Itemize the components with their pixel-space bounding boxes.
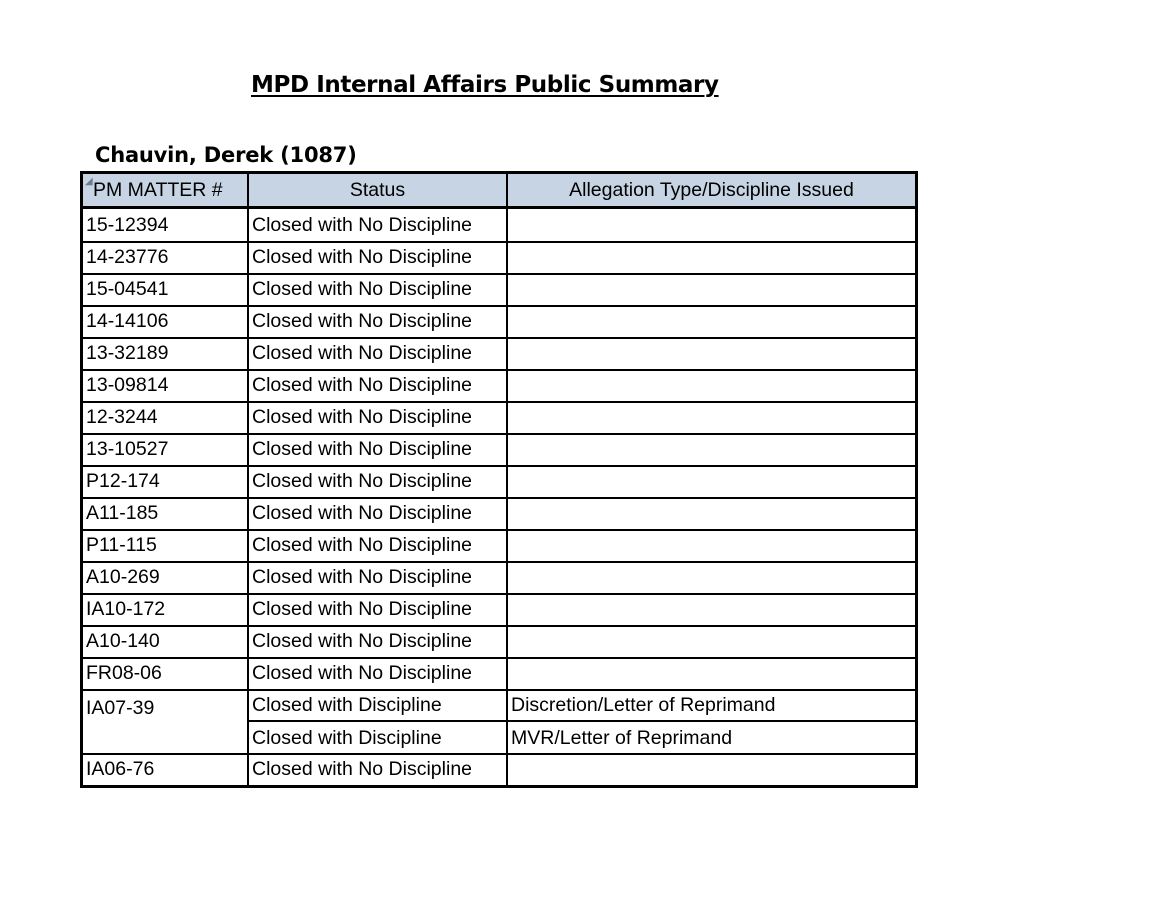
- allegation-cell: Discretion/Letter of Reprimand: [511, 694, 776, 717]
- status-cell: Closed with No Discipline: [249, 275, 508, 305]
- allegation-cell: [508, 209, 915, 241]
- allegation-cell: [508, 499, 915, 529]
- allegation-cell: [508, 595, 915, 625]
- matter-cell: 15-04541: [83, 275, 249, 305]
- header-allegation: Allegation Type/Discipline Issued: [569, 178, 854, 201]
- table-row: [83, 243, 915, 275]
- table-row-merged: [83, 691, 915, 755]
- matter-cell: A11-185: [83, 499, 249, 529]
- matter-cell: 13-10527: [83, 435, 249, 465]
- table-row: [83, 595, 915, 627]
- allegation-cell: [508, 755, 915, 785]
- matter-cell: 13-32189: [83, 339, 249, 369]
- status-cell: Closed with No Discipline: [249, 563, 508, 593]
- table-header: [83, 174, 915, 209]
- matter-cell: IA10-172: [83, 595, 249, 625]
- status-cell: Closed with No Discipline: [249, 627, 508, 657]
- status-cell: Closed with No Discipline: [249, 243, 508, 273]
- officer-name: Chauvin, Derek (1087): [95, 143, 357, 167]
- allegation-cell: MVR/Letter of Reprimand: [511, 727, 733, 749]
- matter-cell: A10-140: [83, 627, 249, 657]
- matter-cell: 13-09814: [83, 371, 249, 401]
- allegation-cell: [508, 275, 915, 305]
- status-cell: Closed with No Discipline: [249, 371, 508, 401]
- status-cell: Closed with No Discipline: [249, 755, 508, 785]
- matter-cell: FR08-06: [83, 659, 249, 689]
- status-cell: Closed with Discipline: [249, 722, 508, 753]
- table-row: [83, 435, 915, 467]
- allegation-cell: [508, 627, 915, 657]
- table-row: [83, 467, 915, 499]
- allegation-cell: [508, 467, 915, 497]
- table-row: [83, 499, 915, 531]
- matter-cell: A10-269: [83, 563, 249, 593]
- allegation-cell: [508, 339, 915, 369]
- status-cell: Closed with No Discipline: [249, 467, 508, 497]
- merged-entry: [249, 722, 915, 753]
- table-row: [83, 275, 915, 307]
- table-row: [83, 209, 915, 243]
- status-cell: Closed with No Discipline: [249, 403, 508, 433]
- table-row: [83, 371, 915, 403]
- merged-entry: [249, 691, 915, 722]
- allegation-cell: [508, 435, 915, 465]
- merged-entries: [249, 691, 915, 753]
- status-cell: Closed with No Discipline: [249, 595, 508, 625]
- header-matter: ◢ PM MATTER #: [83, 174, 249, 206]
- status-cell: Closed with Discipline: [249, 691, 508, 720]
- page-title: MPD Internal Affairs Public Summary: [251, 72, 719, 98]
- allegation-cell: [508, 563, 915, 593]
- allegation-cell: [508, 531, 915, 561]
- matter-cell: 12-3244: [83, 403, 249, 433]
- matter-cell: P12-174: [83, 467, 249, 497]
- matter-cell: P11-115: [83, 531, 249, 561]
- status-cell: Closed with No Discipline: [249, 499, 508, 529]
- matter-cell: IA07-39: [83, 691, 249, 753]
- status-cell: Closed with No Discipline: [249, 435, 508, 465]
- allegation-cell: [508, 371, 915, 401]
- status-cell: Closed with No Discipline: [249, 307, 508, 337]
- table-row: [83, 339, 915, 371]
- status-cell: Closed with No Discipline: [249, 659, 508, 689]
- matter-cell: 14-14106: [83, 307, 249, 337]
- allegation-cell: [508, 403, 915, 433]
- header-status: Status: [249, 174, 508, 206]
- allegation-cell: [508, 307, 915, 337]
- allegation-cell: [508, 659, 915, 689]
- status-cell: Closed with No Discipline: [249, 531, 508, 561]
- table-row: [83, 403, 915, 435]
- table-row: [83, 659, 915, 691]
- table-row: [83, 307, 915, 339]
- matter-cell: IA06-76: [83, 755, 249, 785]
- allegation-cell: [508, 243, 915, 273]
- matter-cell: 15-12394: [83, 209, 249, 241]
- comment-indicator-icon: ◢: [85, 176, 93, 187]
- matter-cell: 14-23776: [83, 243, 249, 273]
- table-row: [83, 755, 915, 785]
- status-cell: Closed with No Discipline: [249, 209, 508, 241]
- summary-table: [80, 171, 918, 788]
- table-row: [83, 563, 915, 595]
- status-cell: Closed with No Discipline: [249, 339, 508, 369]
- table-row: [83, 627, 915, 659]
- table-row: [83, 531, 915, 563]
